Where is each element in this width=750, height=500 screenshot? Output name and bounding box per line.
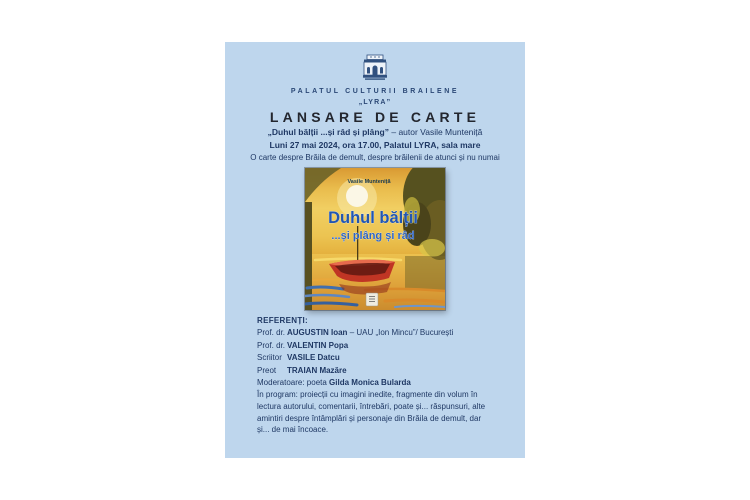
book-author: autor Vasile Munteniță bbox=[398, 127, 483, 137]
book-launch-poster bbox=[225, 42, 525, 458]
event-date-line: Luni 27 mai 2024, ora 17.00, Palatul LYRA, sala mare bbox=[269, 140, 481, 150]
palace-building-icon bbox=[362, 54, 388, 89]
referents-section bbox=[257, 315, 503, 389]
cover-author: Vasile Munteniță bbox=[347, 179, 391, 185]
book-title-quoted: „Duhul bălții ...și râd și plâng” bbox=[267, 127, 389, 137]
referent-row bbox=[257, 327, 503, 339]
program-paragraph: În program: proiecții cu imagini inedite, fragmente din volum în lectura autorului, comentarii, întrebări, poate și... răspunsuri, alte amintiri despre întâmplări și personaje din Brăila de demult, dar și... de mai încoace. bbox=[257, 390, 486, 435]
referent-name: AUGUSTIN Ioan bbox=[287, 328, 348, 338]
referent-row bbox=[257, 352, 503, 364]
referent-name: VASILE Datcu bbox=[287, 353, 340, 363]
moderator-name: Gilda Monica Bularda bbox=[329, 378, 411, 388]
referent-role: Scriitor bbox=[257, 353, 282, 363]
moderator-prefix: Moderatoare: poeta bbox=[257, 378, 330, 388]
cover-subtitle: ...și plâng și râd bbox=[331, 230, 415, 242]
referent-role: Prof. dr. bbox=[257, 340, 286, 350]
dash-separator: – bbox=[388, 127, 399, 137]
referent-row bbox=[257, 365, 503, 377]
referent-role: Prof. dr. bbox=[257, 328, 286, 338]
referent-extra: – UAU „Ion Mincu”/ București bbox=[349, 328, 454, 338]
referents-heading: REFERENȚI: bbox=[257, 316, 308, 325]
book-cover bbox=[305, 168, 445, 310]
tagline: O carte despre Brăila de demult, despre brăilenii de atunci și nu numai bbox=[250, 153, 500, 162]
moderator-line bbox=[257, 377, 503, 389]
referent-role: Preot bbox=[257, 365, 277, 375]
page-title: LANSARE DE CARTE bbox=[269, 109, 481, 125]
referent-name: VALENTIN Popa bbox=[287, 340, 349, 350]
book-title-line bbox=[225, 127, 525, 137]
publisher-logo bbox=[366, 293, 378, 306]
bank-left bbox=[305, 202, 312, 310]
book-cover-illustration bbox=[305, 168, 445, 310]
org-subname: „LYRA” bbox=[358, 99, 392, 106]
referent-row bbox=[257, 340, 503, 352]
referent-name: TRAIAN Mazăre bbox=[287, 365, 347, 375]
trees-right bbox=[403, 168, 445, 290]
palace-logo bbox=[225, 54, 525, 89]
org-name: PALATUL CULTURII BRAILENE bbox=[290, 88, 460, 95]
cover-title: Duhul bălții bbox=[328, 209, 418, 227]
